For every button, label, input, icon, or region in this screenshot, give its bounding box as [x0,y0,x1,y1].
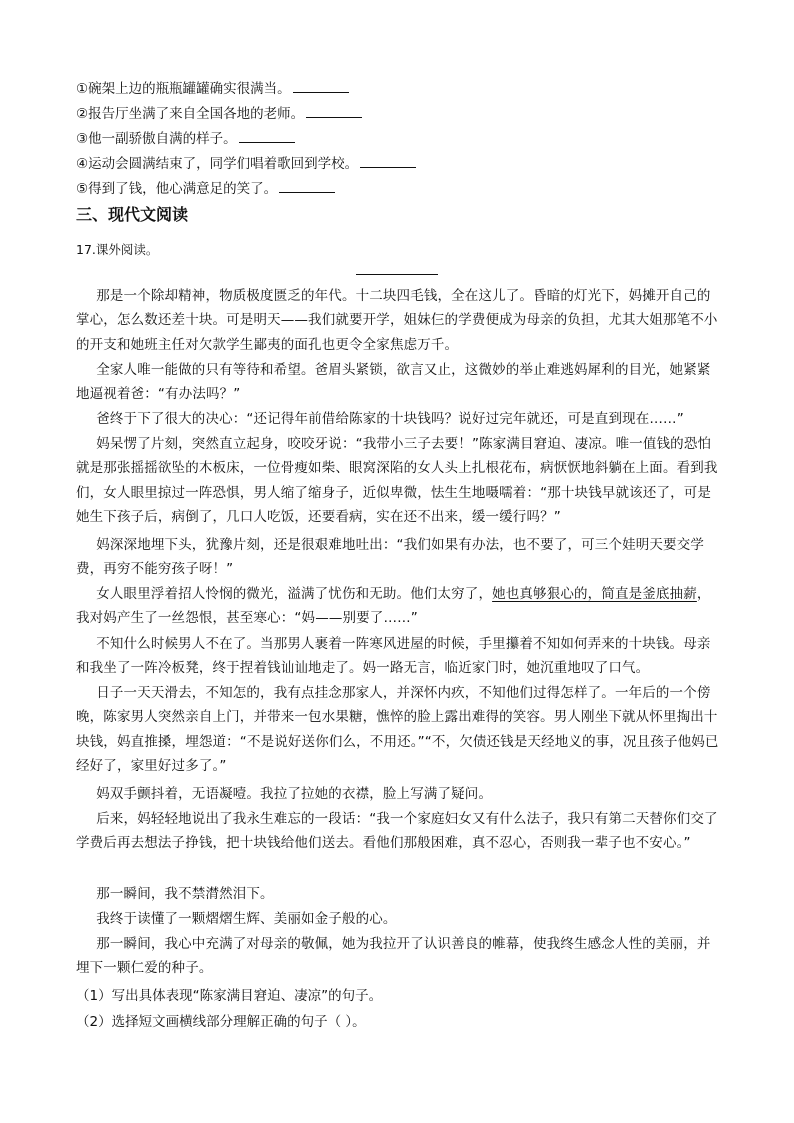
paragraph-13: 那一瞬间，我心中充满了对母亲的敬佩，她为我拉开了认识善良的帷幕，使我终生感念人性的美丽，并埋下一颗仁爱的种子。 [76,936,711,977]
paragraph-6 [76,582,722,631]
paragraph-1: 那是一个除却精神，物质极度匮乏的年代。十二块四毛钱，全在这儿了。昏暗的灯光下，妈摊开自己的掌心，怎么数还差十块。可是明天——我们就要开学，姐妹仨的学费便成为母亲的负担，尤其大姐那笔不小的开支和她班主任对欠款学生鄙夷的面孔也更令全家焦虑万千。 [76,288,718,353]
question-label: 17.课外阅读。 [76,242,159,257]
paragraph-3: 爸终于下了很大的决心：“还记得年前借给陈家的十块钱吗？说好过完年就还，可是直到现在……” [96,411,684,427]
answer-blank[interactable] [306,104,362,118]
item-4 [76,154,416,174]
answer-blank[interactable] [293,79,349,93]
paragraph-9: 妈双手颤抖着，无语凝噎。我拉了拉她的衣襟，脸上写满了疑问。 [96,786,493,802]
paragraph-12: 我终于读懂了一颗熠熠生辉、美丽如金子般的心。 [96,911,397,927]
sub-question-2: （2）选择短文画横线部分理解正确的句子（ ）。 [76,1014,366,1030]
item-text: ④运动会圆满结束了，同学们唱着歌回到学校。 [76,156,359,172]
item-3 [76,129,295,149]
item-5 [76,179,335,199]
paragraph-5: 妈深深地埋下头，犹豫片刻，还是很艰难地吐出：“我们如果有办法，也不要了，可三个娃明天要交学费，再穷不能穷孩子呀！” [76,537,704,578]
paragraph-4: 妈呆愣了片刻，突然直立起身，咬咬牙说：“我带小三子去要！”陈家满目窘迫、凄凉。唯一值钱的恐怕就是那张摇摇欲坠的木板床，一位骨瘦如柴、眼窝深陷的女人头上扎根花布，病恹恹地斜躺在上面。看到我们，女人眼里掠过一阵恐惧，男人缩了缩身子，近似卑微，怯生生地嗫嚅着：“那十块钱早就该还了，可是她生下孩子后，病倒了，几口人吃饭，还要看病，实在还不出来，缓一缓行吗？” [76,436,718,526]
paragraph-6-text-a: 女人眼里浮着招人怜悯的微光，溢满了忧伤和无助。他们太穷了， [96,586,493,602]
article-title-line [356,274,438,275]
paragraph-8: 日子一天天滑去，不知怎的，我有点挂念那家人，并深怀内疚，不知他们过得怎样了。一年后的一个傍晚，陈家男人突然亲自上门，并带来一包水果糖，憔悴的脸上露出难得的笑容。男人刚坐下就从怀里掏出十块钱，妈直推搡，埋怨道：“不是说好送你们么，不用还。”“不，欠债还钱是天经地义的事，况且孩子他妈已经好了，家里好过多了。” [76,685,719,775]
item-text: ③他一副骄傲自满的样子。 [76,131,237,147]
answer-blank[interactable] [360,154,416,168]
answer-blank[interactable] [279,179,335,193]
item-text: ①碗架上边的瓶瓶罐罐确实很满当。 [76,81,291,97]
underlined-sentence: 她也真够狠心的，简直是釜底抽薪 [492,586,697,602]
item-text: ⑤得到了钱，他心满意足的笑了。 [76,181,278,197]
sub-question-1: （1）写出具体表现“陈家满目窘迫、凄凉”的句子。 [76,988,383,1004]
answer-blank[interactable] [239,129,295,143]
paragraph-7: 不知什么时候男人不在了。当那男人裹着一阵寒风进屋的时候，手里攥着不知如何弄来的十块钱。母亲和我坐了一阵冷板凳，终于捏着钱讪讪地走了。妈一路无言，临近家门时，她沉重地叹了口气。 [76,636,711,677]
item-1 [76,79,349,99]
section-title: 三、现代文阅读 [76,205,189,224]
paragraph-10: 后来，妈轻轻地说出了我永生难忘的一段话：“我一个家庭妇女又有什么法子，我只有第二天替你们交了学费后再去想法子挣钱，把十块钱给他们送去。看他们那般困难，真不忍心，否则我一辈子也不安心。” [76,811,718,852]
paragraph-6-text-b: ，我对妈产生了一丝怨恨，甚至寒心：“妈——别要了……” [76,586,711,627]
paragraph-11: 那一瞬间，我不禁潸然泪下。 [96,886,274,902]
item-text: ②报告厅坐满了来自全国各地的老师。 [76,106,305,122]
item-2 [76,104,362,124]
paragraph-2: 全家人唯一能做的只有等待和希望。爸眉头紧锁，欲言又止，这微妙的举止难逃妈犀利的目光，她紧紧地逼视着爸：“有办法吗？” [76,362,711,403]
